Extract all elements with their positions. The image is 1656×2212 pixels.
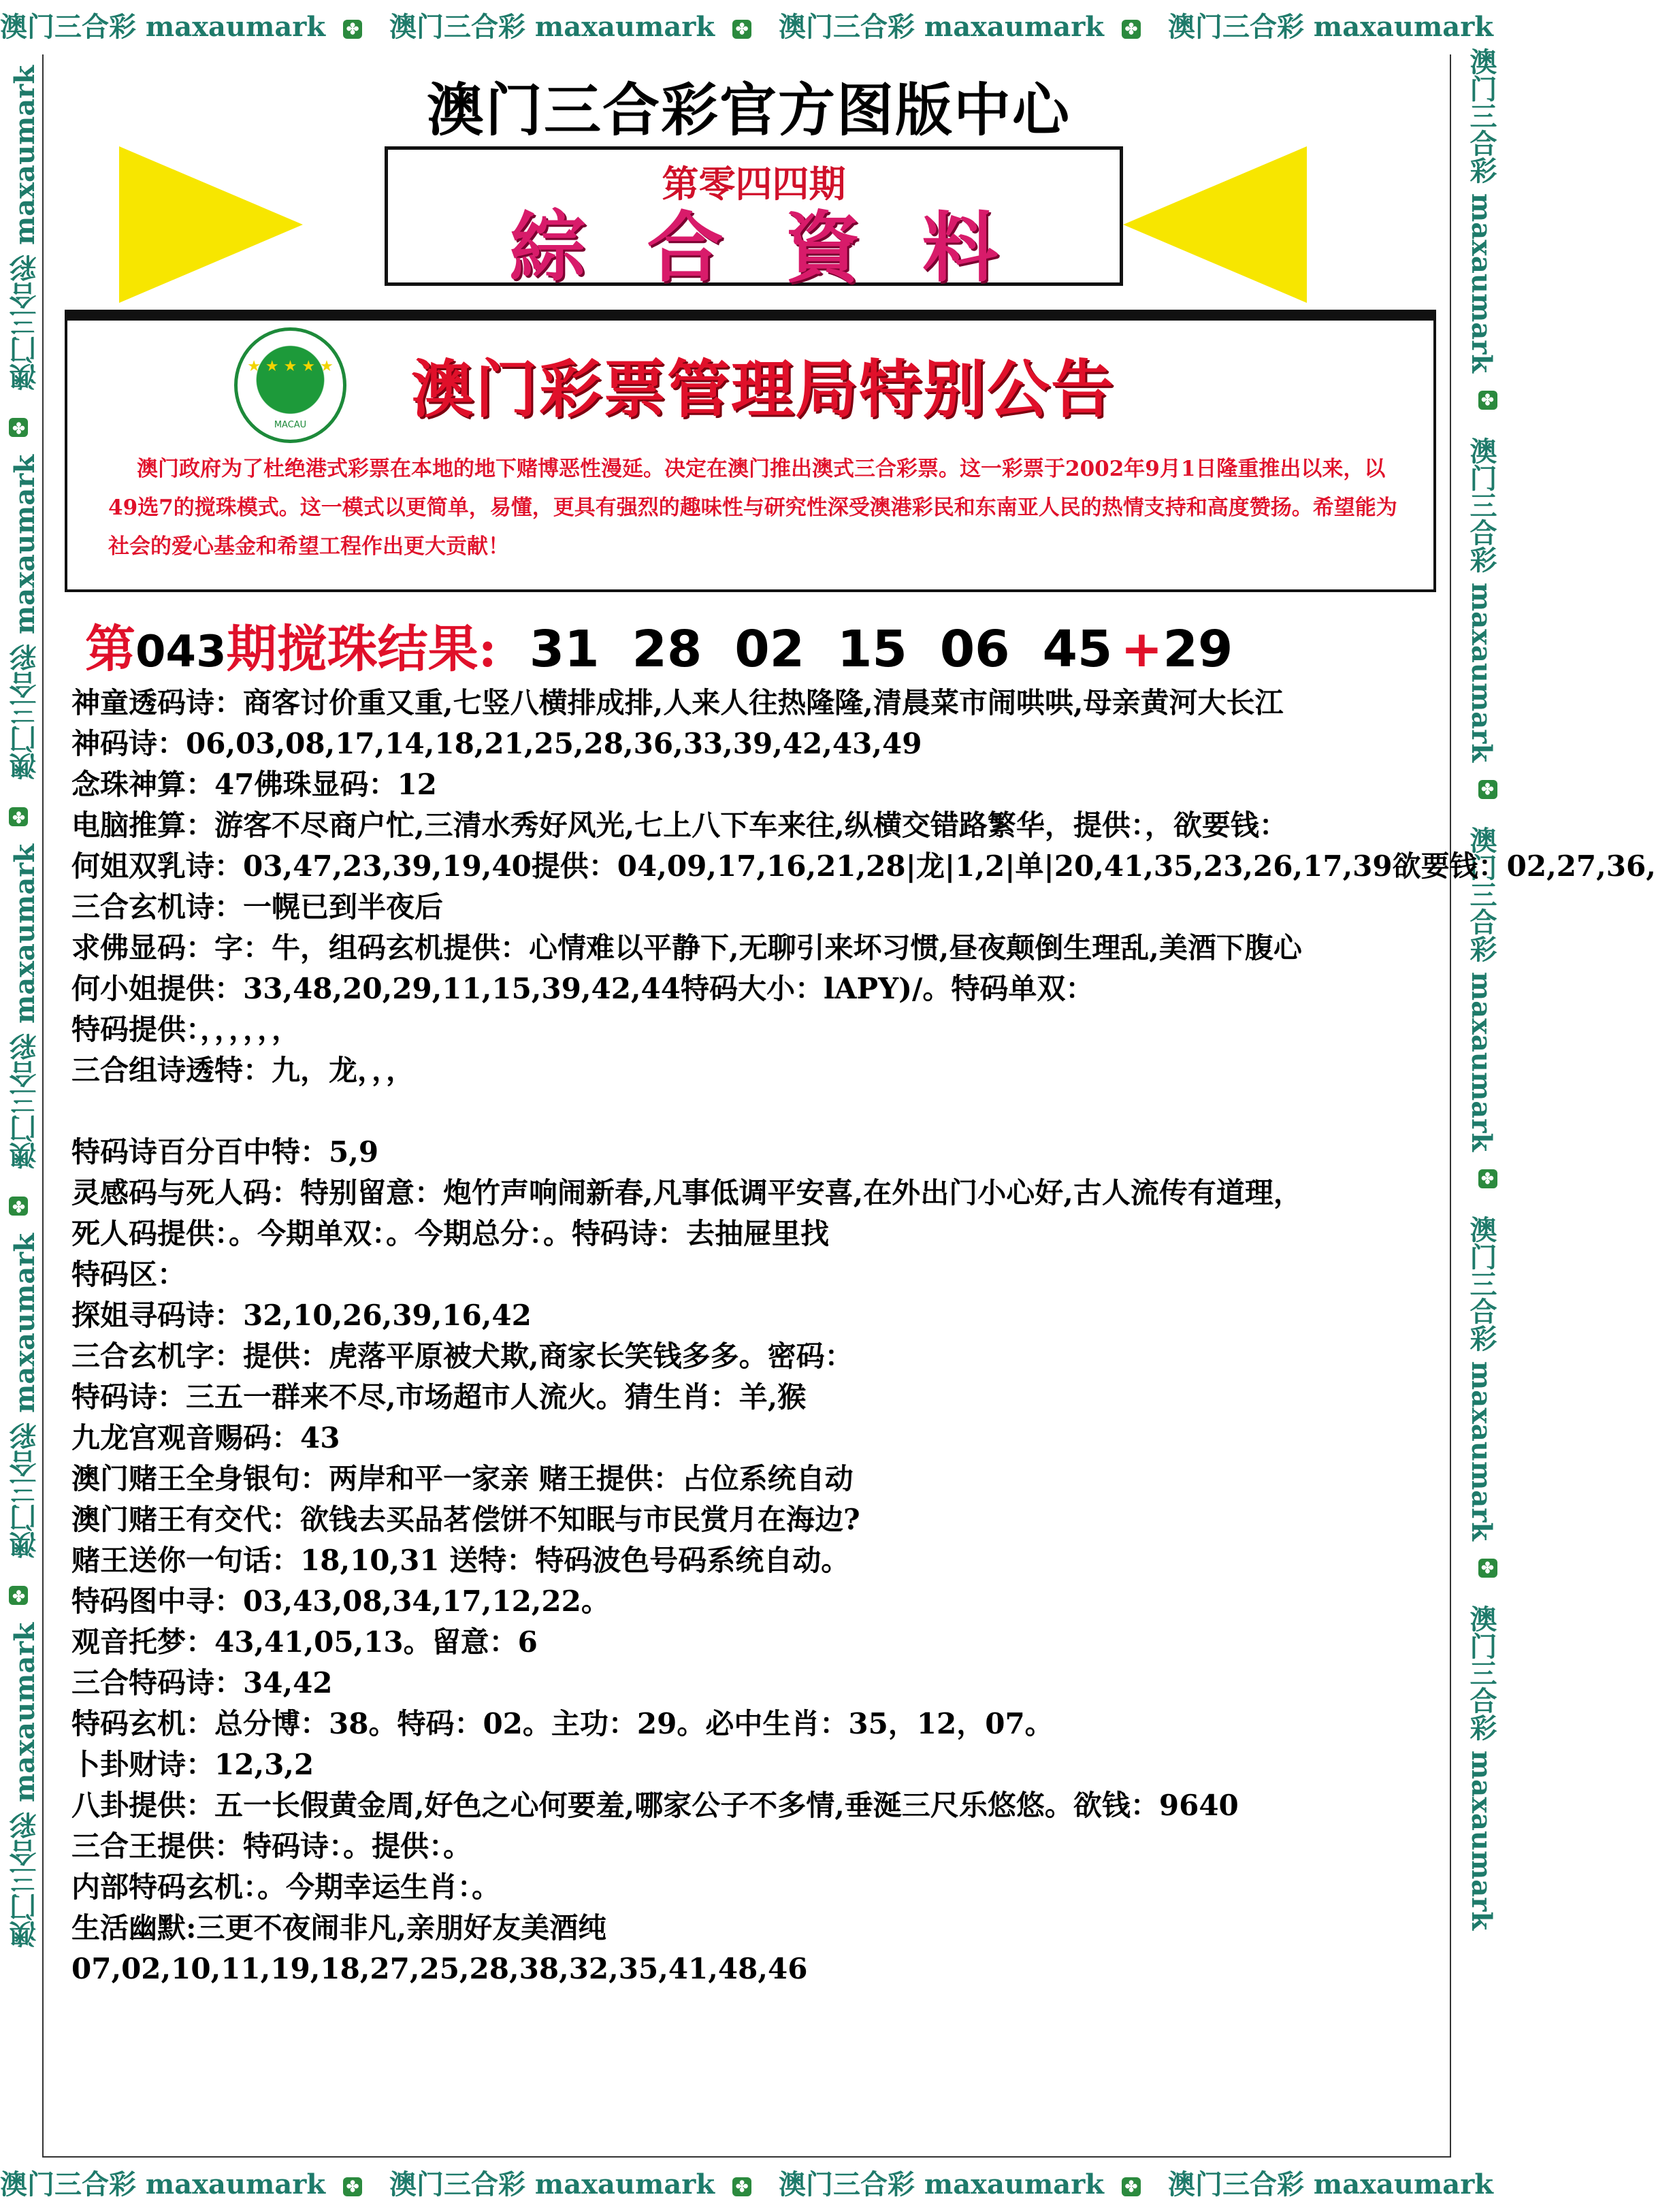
clover-icon: ✤	[732, 20, 751, 39]
watermark-text: 澳门三合彩 maxaumark	[9, 1622, 41, 1948]
macau-emblem-logo	[234, 327, 346, 443]
content-line: 神码诗：06,03,08,17,14,18,21,25,28,36,33,39,42,43,49	[71, 727, 922, 760]
arrow-right-icon	[119, 146, 303, 303]
clover-icon: ✤	[10, 419, 27, 436]
content-line: 观音托梦：43,41,05,13。留意：6	[71, 1625, 538, 1659]
content-line: 探姐寻码诗：32,10,26,39,16,42	[71, 1299, 532, 1332]
clover-icon: ✤	[343, 20, 362, 39]
ball-number: 15	[837, 620, 907, 679]
watermark-text: 澳门三合彩 maxaumark	[389, 2168, 715, 2200]
clover-icon: ✤	[732, 2177, 751, 2196]
content-line: 三合组诗透特：九，龙，，，	[71, 1054, 415, 1087]
content-line: 何姐双乳诗：03,47,23,39,19,40提供：04,09,17,16,21,28|龙|1,2|单|20,41,35,23,26,17,39欲要钱：02,27,36,	[71, 849, 1656, 883]
content-line: 07,02,10,11,19,18,27,25,28,38,32,35,41,48,46	[71, 1952, 808, 1985]
draw-result	[85, 609, 1233, 681]
watermark-text: 澳门三合彩 maxaumark	[9, 65, 41, 391]
clover-icon: ✤	[1122, 20, 1141, 39]
page-title: 澳门三合彩官方图版中心	[426, 76, 1071, 144]
clover-icon: ✤	[10, 1587, 27, 1604]
watermark-text: 澳门三合彩 maxaumark	[389, 11, 715, 43]
watermark-bottom	[0, 2158, 1497, 2212]
content-line: 三合特码诗：34,42	[71, 1666, 333, 1699]
logo-caption: MACAU	[274, 420, 307, 430]
content-line: 三合王提供：特码诗：。提供：。	[71, 1829, 472, 1863]
watermark-text: 澳门三合彩 maxaumark	[778, 11, 1105, 43]
ball-number: 02	[734, 620, 805, 679]
section-title: 綜合資料	[509, 204, 1060, 293]
watermark-text: 澳门三合彩 maxaumark	[1465, 826, 1497, 1152]
content-line: 生活幽默:三更不夜闹非凡,亲朋好友美酒纯	[71, 1911, 607, 1945]
issue-box	[385, 146, 1123, 293]
ball-number: 06	[939, 620, 1010, 679]
ball-number: 31	[529, 620, 600, 679]
watermark-text: 澳门三合彩 maxaumark	[1167, 2168, 1493, 2200]
watermark-text: 澳门三合彩 maxaumark	[1465, 1215, 1497, 1541]
content-line: 灵感码与死人码：特别留意：炮竹声响闹新春,凡事低调平安喜,在外出门小心好,古人流传有道理，	[71, 1176, 1302, 1209]
content-line: 八卦提供：五一长假黄金周,好色之心何要羞,哪家公子不多情,垂涎三尺乐悠悠。欲钱：9640	[71, 1789, 1239, 1822]
content-line: 特码玄机：总分博：38。特码：02。主功：29。必中生肖：35，12，07。	[71, 1707, 1054, 1740]
content-line: 死人码提供：。今期单双：。今期总分：。特码诗：去抽屉里找	[71, 1217, 830, 1250]
watermark-text: 澳门三合彩 maxaumark	[9, 454, 41, 781]
content-line: 特码诗：三五一群来不尽,市场超市人流火。猜生肖：羊,猴	[71, 1380, 807, 1414]
watermark-text: 澳门三合彩 maxaumark	[778, 2168, 1105, 2200]
content-line	[71, 1091, 1450, 1132]
result-period: 043	[135, 627, 227, 677]
content-line: 特码区：	[71, 1258, 186, 1291]
watermark-text: 澳门三合彩 maxaumark	[1465, 436, 1497, 763]
result-prefix: 第	[85, 620, 135, 679]
watermark-text: 澳门三合彩 maxaumark	[1465, 1604, 1497, 1930]
content-line: 特码提供：，，，，，，	[71, 1013, 301, 1046]
clover-icon: ✤	[10, 1197, 27, 1215]
result-label: 期搅珠结果:	[226, 620, 497, 679]
clover-icon: ✤	[1479, 391, 1497, 409]
watermark-text: 澳门三合彩 maxaumark	[0, 2168, 326, 2200]
content-line: 念珠神算：47佛珠显码：12	[71, 768, 437, 801]
plus-sign: +	[1120, 620, 1163, 679]
watermark-text: 澳门三合彩 maxaumark	[1167, 11, 1493, 43]
content-line: 内部特码玄机：。今期幸运生肖：。	[71, 1870, 501, 1904]
content-line: 三合玄机字：提供：虎落平原被犬欺,商家长笑钱多多。密码：	[71, 1339, 854, 1373]
content-line: 澳门赌王有交代：欲钱去买品茗偿饼不知眠与市民赏月在海边?	[71, 1503, 860, 1536]
content-line: 澳门赌王全身银句：两岸和平一家亲 赌王提供：占位系统自动	[71, 1462, 854, 1495]
clover-icon: ✤	[1479, 1559, 1497, 1577]
clover-icon: ✤	[10, 808, 27, 826]
stars-icon: ★ ★ ★ ★ ★	[247, 358, 334, 375]
watermark-right	[1457, 48, 1497, 2158]
content-line: 三合玄机诗：一幌已到半夜后	[71, 890, 444, 924]
clover-icon: ✤	[343, 2177, 362, 2196]
watermark-text: 澳门三合彩 maxaumark	[9, 1233, 41, 1559]
watermark-text: 澳门三合彩 maxaumark	[9, 843, 41, 1170]
content-line: 何小姐提供：33,48,20,29,11,15,39,42,44特码大小：lAPY)/。特码单双：	[71, 972, 1094, 1005]
issue-number: 第零四四期	[662, 162, 846, 206]
clover-icon: ✤	[1479, 1170, 1497, 1188]
content-line: 特码图中寻：03,43,08,34,17,12,22。	[71, 1584, 610, 1618]
watermark-text: 澳门三合彩 maxaumark	[1465, 48, 1497, 374]
watermark-text: 澳门三合彩 maxaumark	[0, 11, 326, 43]
content-line: 电脑推算：游客不尽商户忙,三清水秀好风光,七上八下车来往,纵横交错路繁华，提供：，欲要钱：	[71, 809, 1288, 842]
announcement-title: 澳门彩票管理局特别公告	[411, 353, 1116, 426]
watermark-top	[0, 0, 1497, 54]
ball-number: 45	[1042, 620, 1113, 679]
announcement-box	[65, 310, 1436, 592]
ball-number: 28	[632, 620, 702, 679]
special-number: 29	[1163, 620, 1233, 679]
arrow-left-icon	[1123, 146, 1307, 303]
content-line: 特码诗百分百中特：5,9	[71, 1135, 379, 1169]
content-line: 九龙宫观音赐码：43	[71, 1421, 340, 1454]
announcement-text: 澳门政府为了杜绝港式彩票在本地的地下赌博恶性漫延。决定在澳门推出澳式三合彩票。这一彩票于2002年9月1日隆重推出以来，以49选7的搅珠模式。这一模式以更简单，易懂，更具有强烈的趣味性与研究性深受澳港彩民和东南亚人民的热情支持和高度赞扬。希望能为社会的爱心基金和希望工程作出更大贡献！	[108, 457, 1397, 559]
watermark-left	[0, 48, 41, 2158]
clover-icon: ✤	[1122, 2177, 1141, 2196]
content-line: 求佛显码：字：牛，组码玄机提供：心情难以平静下,无聊引来坏习惯,昼夜颠倒生理乱,美酒下腹心	[71, 931, 1302, 964]
content-line: 神童透码诗：商客讨价重又重,七竖八横排成排,人来人往热隆隆,清晨菜市闹哄哄,母亲黄河大长江	[71, 686, 1284, 719]
clover-icon: ✤	[1479, 781, 1497, 798]
content-line: 赌王送你一句话：18,10,31 送特：特码波色号码系统自动。	[71, 1544, 850, 1577]
content-line: 卜卦财诗：12,3,2	[71, 1748, 314, 1781]
